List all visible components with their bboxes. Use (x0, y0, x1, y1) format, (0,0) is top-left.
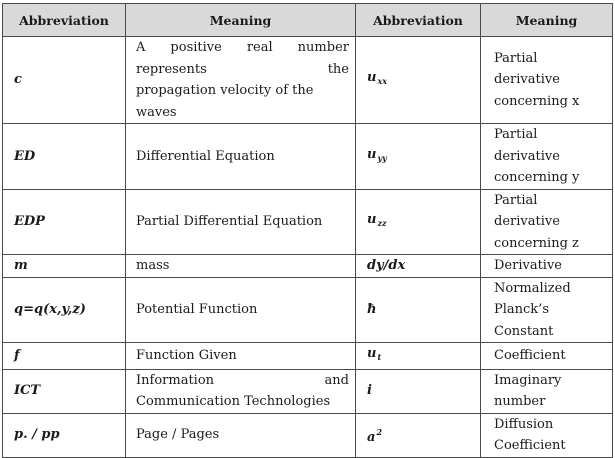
table-row (3, 343, 613, 370)
meaning-line: propagation velocity of the waves (136, 83, 314, 120)
meaning-cell: mass (126, 255, 356, 278)
meaning-line: Information and (136, 372, 349, 388)
meaning-line: A positive real number represents the (136, 40, 349, 77)
table-row (3, 277, 613, 343)
meaning-cell: Function Given (126, 343, 356, 370)
meaning-cell: Differential Equation (126, 124, 356, 190)
meaning-cell: Partial derivative concerning x (481, 37, 613, 124)
meaning-cell: Derivative (481, 255, 613, 278)
meaning-cell: Diffusion Coefficient (481, 413, 613, 457)
meaning-cell: Partial Differential Equation (126, 189, 356, 255)
meaning-cell: Coefficient (481, 343, 613, 370)
abbreviation-cell: p. / pp (3, 413, 126, 457)
header-row (3, 4, 613, 37)
abbreviation-cell: ED (3, 124, 126, 190)
table-row (3, 37, 613, 124)
abbreviation-cell: ICT (3, 369, 126, 413)
header-meaning-2: Meaning (481, 4, 613, 37)
meaning-cell: Potential Function (126, 277, 356, 343)
meaning-line: Communication Technologies (136, 394, 331, 409)
abbreviation-cell: m (3, 255, 126, 278)
abbreviation-cell: $u_{xx}$ (356, 37, 481, 124)
table-row (3, 255, 613, 278)
abbreviation-cell: q=q(x,y,z) (3, 277, 126, 343)
abbreviation-cell: c (3, 37, 126, 124)
meaning-cell: Partial derivative concerning y (481, 124, 613, 190)
table-row (3, 413, 613, 457)
abbreviation-cell: dy/dx (356, 255, 481, 278)
abbreviation-cell: ħ (356, 277, 481, 343)
header-abbreviation-2: Abbreviation (356, 4, 481, 37)
abbreviation-cell: i (356, 369, 481, 413)
meaning-cell: Partial derivative concerning z (481, 189, 613, 255)
header-abbreviation-1: Abbreviation (3, 4, 126, 37)
abbreviations-table (2, 3, 613, 458)
abbreviation-cell: EDP (3, 189, 126, 255)
meaning-cell: Page / Pages (126, 413, 356, 457)
table-row (3, 369, 613, 413)
abbreviation-cell: $u_{yy}$ (356, 124, 481, 190)
abbreviation-cell: $u_{zz}$ (356, 189, 481, 255)
abbreviation-cell: f (3, 343, 126, 370)
abbreviation-cell: $u_t$ (356, 343, 481, 370)
abbreviation-cell: $a^2$ (356, 413, 481, 457)
meaning-cell: Normalized Planck’s Constant (481, 277, 613, 343)
meaning-cell (126, 369, 356, 413)
header-meaning-1: Meaning (126, 4, 356, 37)
meaning-cell: Imaginary number (481, 369, 613, 413)
table-row (3, 189, 613, 255)
meaning-cell (126, 37, 356, 124)
table-row (3, 124, 613, 190)
